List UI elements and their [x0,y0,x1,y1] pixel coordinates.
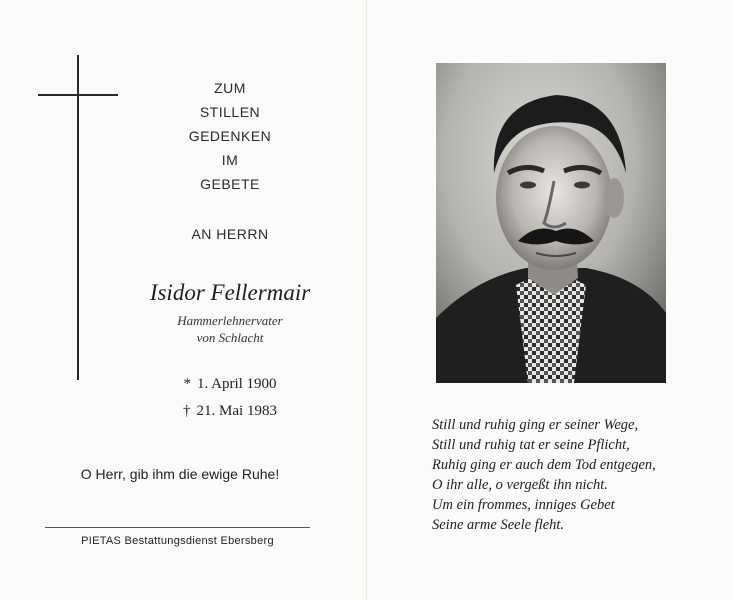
funeral-home-footer: PIETAS Bestattungsdienst Ebersberg [81,535,274,547]
deceased-name: Isidor Fellermair [149,280,311,305]
deceased-origin: von Schlacht [196,330,264,345]
poem [432,415,722,535]
birth-symbol: * [183,376,191,392]
divider [45,527,310,528]
death-date: 21. Mai 1983 [196,403,277,419]
death-symbol: † [183,403,191,419]
memorial-line: GEDENKEN [188,128,272,144]
card-fold [366,0,367,600]
addressee-label: AN HERRN [191,226,269,242]
memorial-line: STILLEN [199,104,261,120]
memorial-line: GEBETE [200,176,260,192]
memorial-line: IM [221,152,239,168]
prayer-text: O Herr, gib ihm die ewige Ruhe! [80,466,280,482]
poem-line: Still und ruhig ging er seiner Wege, [432,417,639,433]
deceased-title: Hammerlehnervater [177,313,283,328]
poem-line: Um ein frommes, inniges Gebet [432,497,615,513]
poem-line: Still und ruhig tat er seine Pflicht, [432,437,630,453]
memorial-heading [160,76,300,196]
poem-line: O ihr alle, o vergeßt ihn nicht. [432,477,608,493]
birth-date-line [150,376,310,393]
poem-line: Seine arme Seele fleht. [432,517,565,533]
birth-date: 1. April 1900 [196,376,277,392]
portrait-photo [436,63,666,383]
memorial-line: ZUM [214,80,246,96]
poem-line: Ruhig ging er auch dem Tod entgegen, [432,457,656,473]
death-date-line [150,403,310,420]
